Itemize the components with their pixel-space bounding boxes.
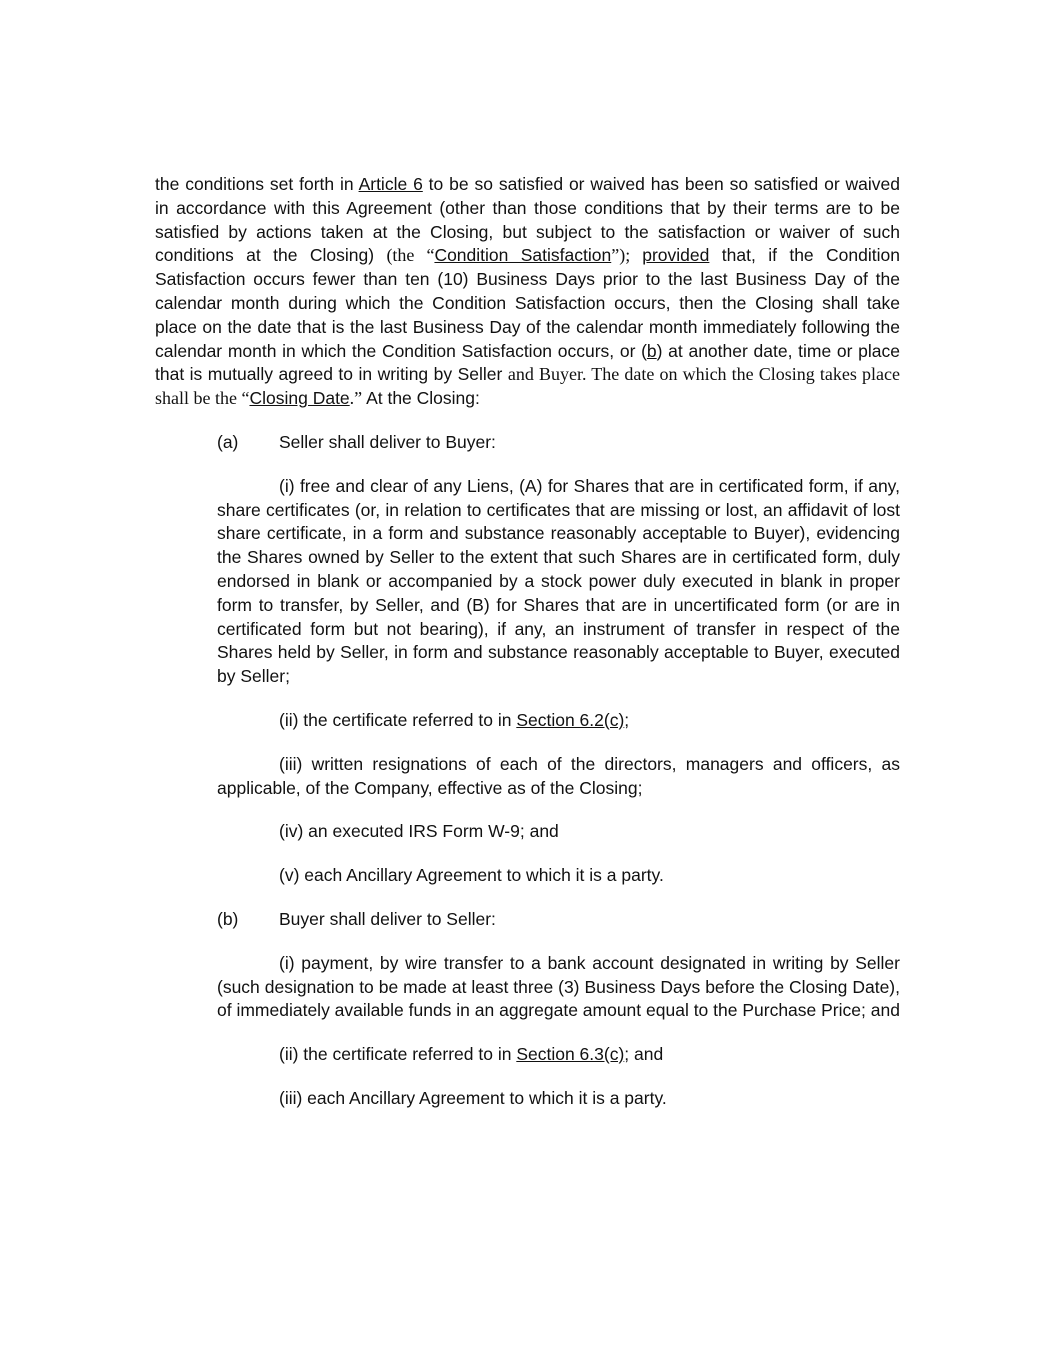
clause-b-reference: b [646,340,657,361]
clause-a-iii: (iii) written resignations of each of the directors, managers and officers, as applicable, of the Company, effective as of the Closing; [217,753,900,798]
clause-b-i: (i) payment, by wire transfer to a bank account designated in writing by Seller (such designation to be made at least three (3) Business Days before the Closing Date), of immediately available funds in an aggregate amount equal to the Purchase Price; and [217,952,900,1021]
intro-text: that, if the Condition Satisfaction occurs fewer than ten (10) Business Days prior to the last Business Day of the calendar month during which the Condition Satisfaction occurs, then the Closing shall take place on the date that is the last Business Day of the calendar month immediately following the calendar month in which the Condition Satisfaction occurs, or ( [155,245,900,361]
document-page [155,173,900,1111]
clause-a-v: (v) each Ancillary Agreement to which it is a party. [279,865,664,886]
clause-b-ii [279,1043,900,1067]
intro-text: to be so satisfied or waived has been so satisfied or waived in accordance with this Agreement (other than those conditions that by their terms are to be satisfied by actions taken at the Closing, but subject to the satisfaction or waiver of such conditions at the Closing) [155,174,900,266]
clause-a-heading: Seller shall deliver to Buyer: [279,431,496,452]
intro-text: .” [349,388,363,409]
condition-satisfaction-term: Condition Satisfaction [434,245,612,266]
intro-text: ) at another date, time or place that is mutually agreed to in writing by Seller [155,340,900,385]
closing-date-term: Closing Date [249,388,350,409]
intro-text: (the “ [386,245,435,266]
clause-b-iii: (iii) each Ancillary Agreement to which it is a party. [279,1087,667,1108]
closing-intro-paragraph [155,173,900,411]
clause-a-i: (i) free and clear of any Liens, (A) for Shares that are in certificated form, if any, share certificates (or, in relation to certificates that are missing or lost, an affidavit of lost share certificate, in a form and substance reasonably acceptable to Buyer), evidencing the Shares owned by Seller to the extent that such Shares are in certificated form, duly endorsed in blank or accompanied by a stock power duly executed in blank in proper form to transfer, by Seller, and (B) for Shares that are in uncertificated form (or are in certificated form but not bearing), if any, an instrument of transfer in respect of the Shares held by Seller, in form and substance reasonably acceptable to Buyer, executed by Seller; [217,475,900,687]
clause-a-ii-text: ; [624,709,630,730]
intro-text: ”); [611,245,643,266]
clause-a [217,431,900,455]
clause-a-label: (a) [217,431,239,452]
intro-text: and Buyer. The date on which the Closing takes place shall be the “ [155,364,900,409]
section-6-3c-reference: Section 6.3(c) [516,1044,625,1065]
clause-a-iv: (iv) an executed IRS Form W-9; and [279,821,559,842]
clause-b-label: (b) [217,908,239,929]
clause-b-heading: Buyer shall deliver to Seller: [279,908,496,929]
intro-text: the conditions set forth in [155,174,359,194]
clause-b-ii-text: (ii) the certificate referred to in [279,1044,517,1065]
clause-a-ii [279,709,900,733]
article-6-reference: Article 6 [358,174,423,194]
clause-a-ii-text: (ii) the certificate referred to in [279,709,517,730]
clause-b [217,908,900,932]
intro-text: At the Closing: [362,388,480,409]
clause-b-ii-text: ; and [624,1044,664,1065]
provided-term: provided [642,245,710,266]
section-6-2c-reference: Section 6.2(c) [516,709,625,730]
